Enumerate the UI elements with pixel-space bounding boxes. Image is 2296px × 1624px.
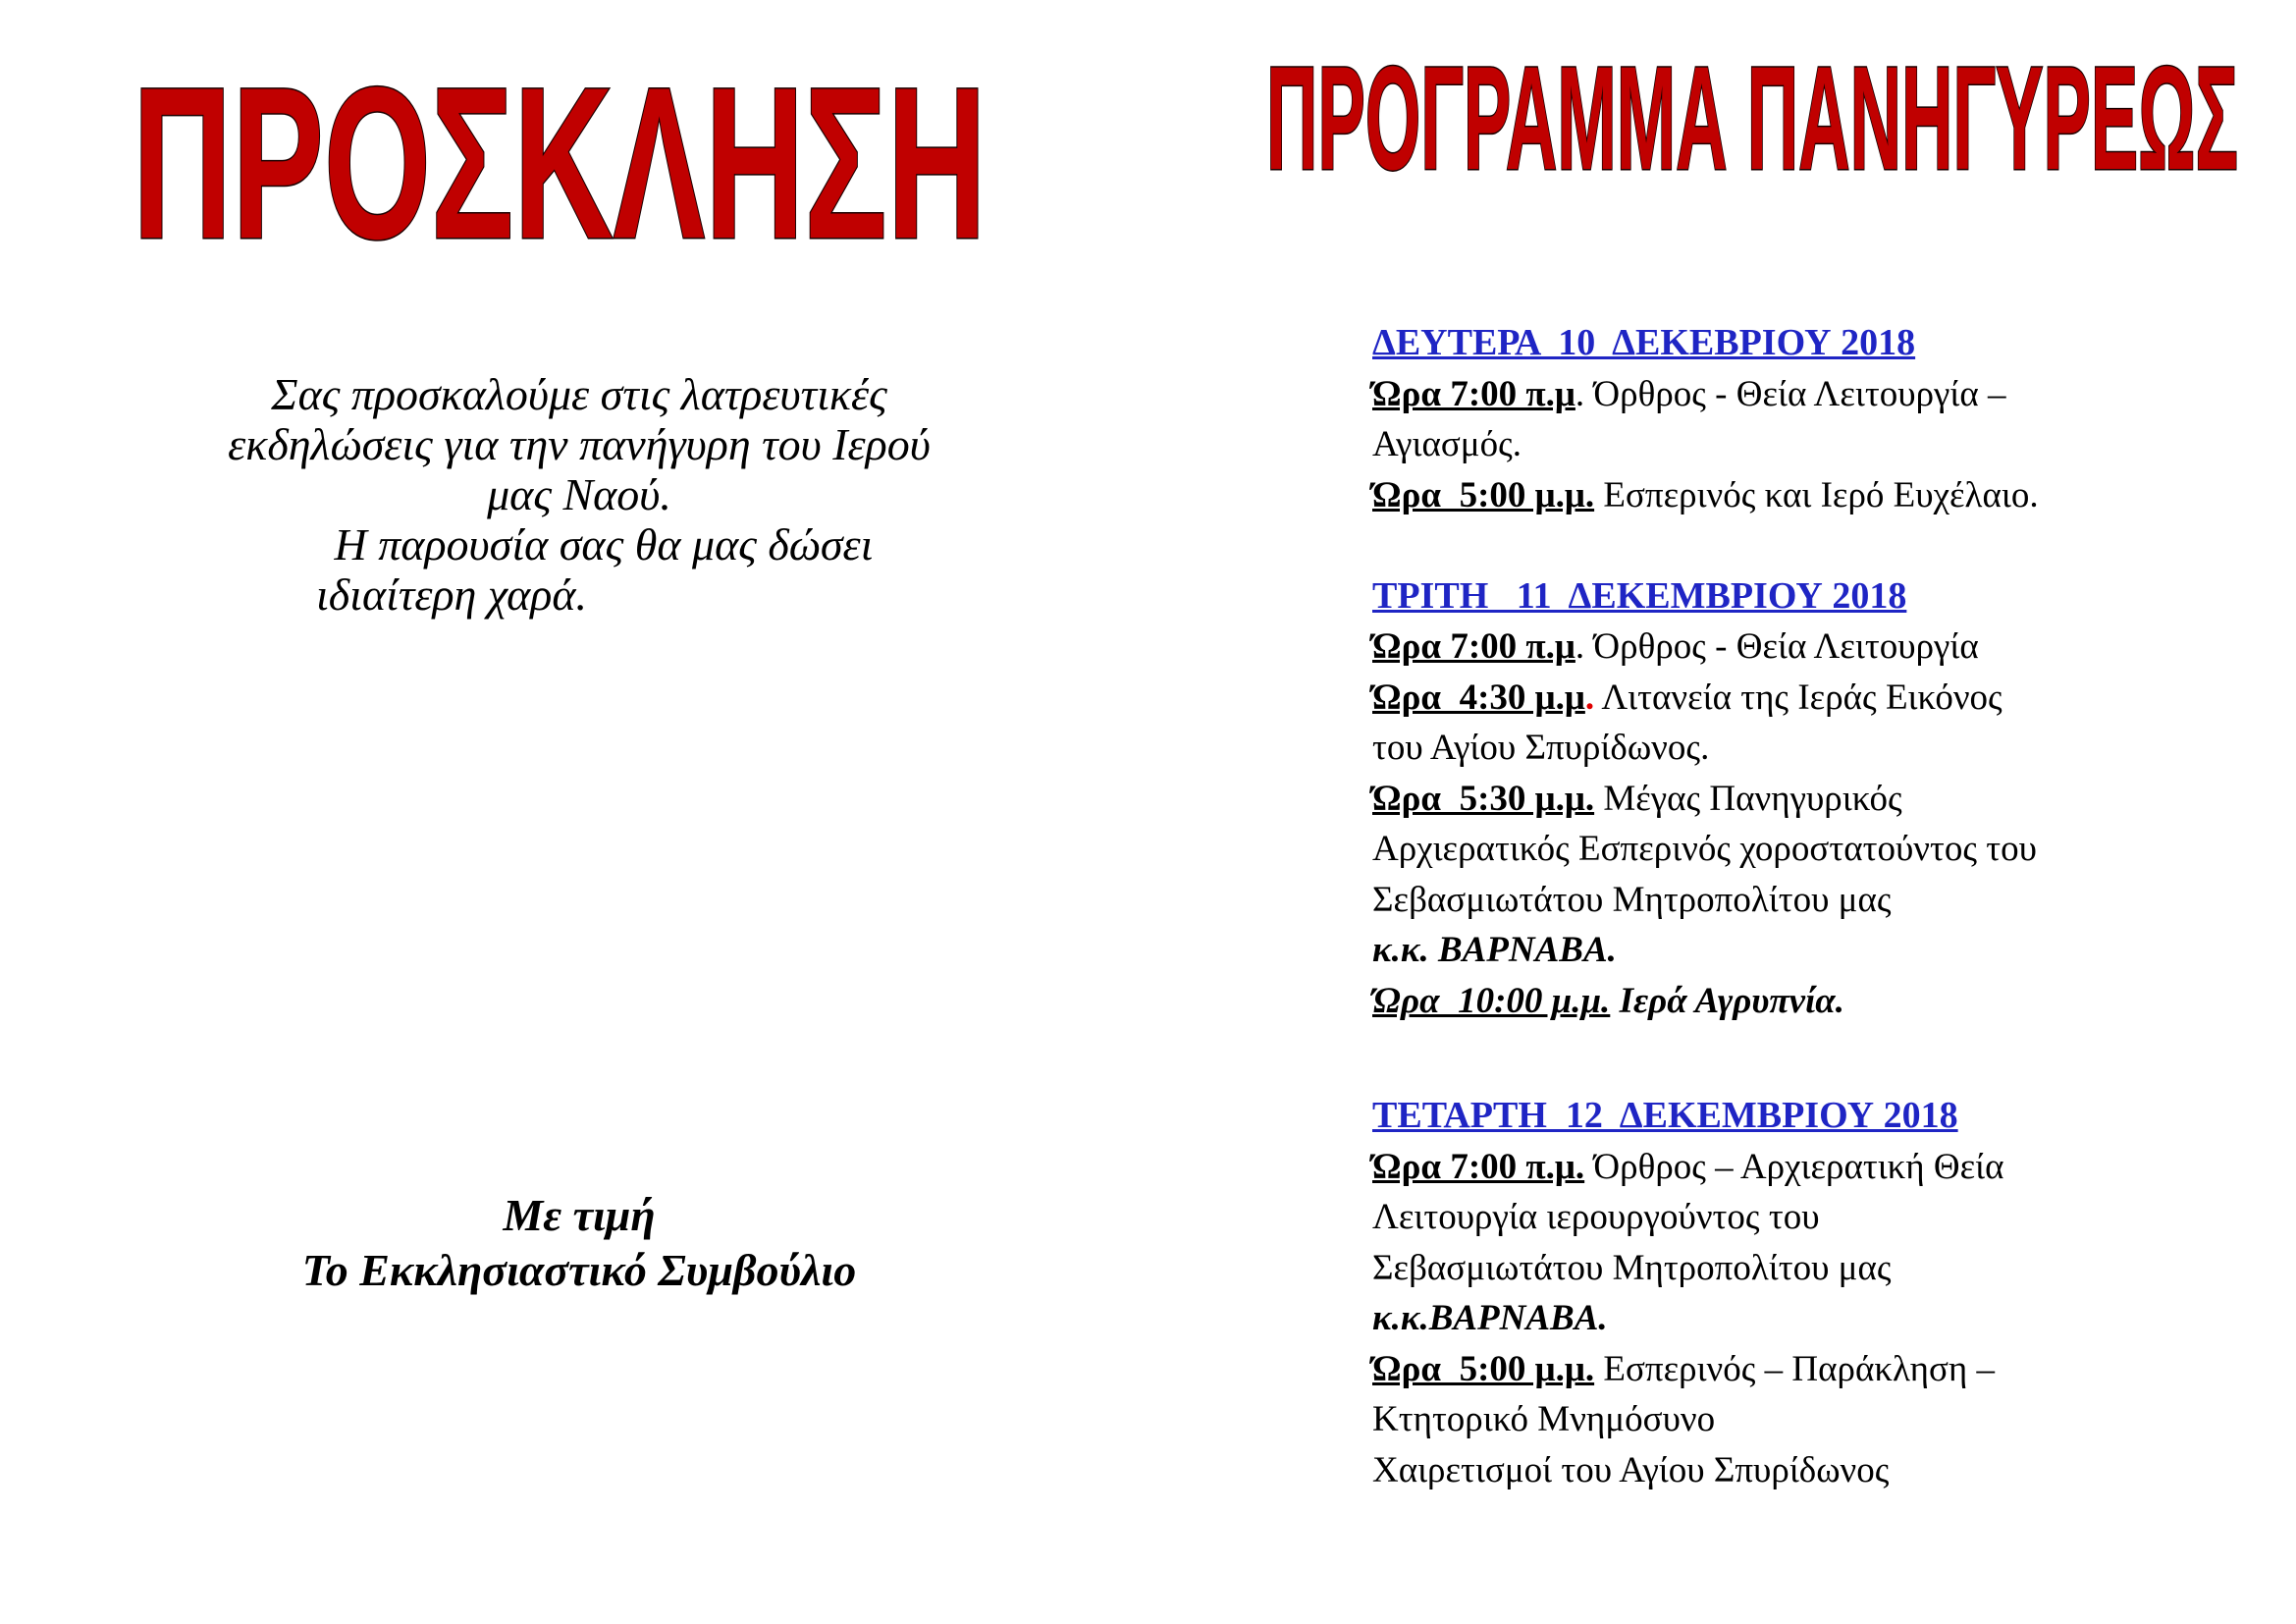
schedule-entry <box>1372 369 2256 420</box>
day-heading: ΔΕΥΤΕΡΑ 10 ΔΕΚΕΒΡΙΟΥ 2018 <box>1372 322 1916 363</box>
program-schedule <box>1372 318 2256 1495</box>
schedule-entry <box>1372 622 2256 673</box>
invitation-line: ιδιαίτερη χαρά. <box>316 569 587 620</box>
day-tuesday <box>1372 571 2256 1027</box>
entry-text: Μέγας Πανηγυρικός <box>1594 778 1902 819</box>
program-title-text: ΠΡΟΓΡΑΜΜΑ ΠΑΝΗΓΥΡΕΩΣ <box>1266 35 2238 200</box>
entry-text: Εσπερινός – Παράκληση – <box>1594 1348 1996 1389</box>
entry-continuation: Αγιασμός. <box>1372 424 1522 464</box>
red-dot: . <box>1584 677 1595 718</box>
entry-continuation: του Αγίου Σπυρίδωνος. <box>1372 728 1710 768</box>
schedule-entry <box>1372 1142 2256 1193</box>
invitation-line: Σας προσκαλούμε στις λατρευτικές <box>271 369 887 419</box>
entry-time: Ώρα 5:30 μ.μ. <box>1372 778 1595 819</box>
schedule-entry <box>1372 774 2256 825</box>
day-heading: ΤΡΙΤΗ 11 ΔΕΚΕΜΒΡΙΟΥ 2018 <box>1372 574 1907 617</box>
invitation-title <box>118 20 1001 284</box>
entry-text: Ιερά Αγρυπνία. <box>1610 980 1845 1021</box>
entry-time: Ώρα 5:00 μ.μ. <box>1372 474 1595 515</box>
entry-time: Ώρα 4:30 μ.μ <box>1372 677 1585 718</box>
entry-continuation: Λειτουργία ιερουργούντος του <box>1372 1197 1820 1237</box>
invitation-line: μας Ναού. <box>487 469 671 519</box>
schedule-entry <box>1372 1344 2256 1395</box>
entry-time: Ώρα 10:00 μ.μ. <box>1372 980 1611 1021</box>
entry-continuation: Κτητορικό Μνημόσυνο <box>1372 1399 1716 1439</box>
schedule-entry <box>1372 673 2256 724</box>
entry-text: Όρθρος – Αρχιερατική Θεία <box>1584 1146 2004 1187</box>
invitation-line: Η παρουσία σας θα μας δώσει <box>334 519 874 569</box>
entry-time: Ώρα 7:00 π.μ. <box>1372 1146 1585 1187</box>
schedule-entry <box>1372 470 2256 521</box>
entry-continuation: Σεβασμιωτάτου Μητροπολίτου μας <box>1372 879 1892 920</box>
entry-text: . Όρθρος - Θεία Λειτουργία – <box>1575 373 2006 414</box>
signature-council: Το Εκκλησιαστικό Συμβούλιο <box>301 1245 857 1295</box>
invitation-line: εκδηλώσεις για την πανήγυρη του Ιερού <box>228 419 931 469</box>
entry-continuation: Σεβασμιωτάτου Μητροπολίτου μας <box>1372 1247 1892 1288</box>
day-wednesday <box>1372 1091 2256 1495</box>
day-monday <box>1372 318 2256 520</box>
program-title <box>1256 10 2248 200</box>
entry-text: . Όρθρος - Θεία Λειτουργία <box>1575 626 1979 667</box>
signature <box>177 1188 982 1298</box>
invitation-title-text: ΠΡΟΣΚΛΗΣΗ <box>133 42 988 284</box>
entry-time: Ώρα 7:00 π.μ <box>1372 626 1575 667</box>
entry-time: Ώρα 7:00 π.μ <box>1372 373 1575 414</box>
metropolitan-name: κ.κ. ΒΑΡΝΑΒΑ. <box>1372 930 1617 970</box>
entry-time: Ώρα 5:00 μ.μ. <box>1372 1348 1595 1389</box>
invitation-text <box>108 369 1050 620</box>
entry-text: Εσπερινός και Ιερό Ευχέλαιο. <box>1594 474 2039 515</box>
entry-continuation: Αρχιερατικός Εσπερινός χοροστατούντος του <box>1372 829 2037 869</box>
entry-text: Λιτανεία της Ιεράς Εικόνος <box>1594 677 2002 718</box>
entry-continuation: Χαιρετισμοί του Αγίου Σπυρίδωνος <box>1372 1449 1890 1490</box>
schedule-entry <box>1372 976 2256 1027</box>
day-heading: ΤΕΤΑΡΤΗ 12 ΔΕΚΕΜΒΡΙΟΥ 2018 <box>1372 1095 1958 1136</box>
metropolitan-name: κ.κ.ΒΑΡΝΑΒΑ. <box>1372 1298 1608 1338</box>
signature-greeting: Με τιμή <box>503 1190 656 1240</box>
